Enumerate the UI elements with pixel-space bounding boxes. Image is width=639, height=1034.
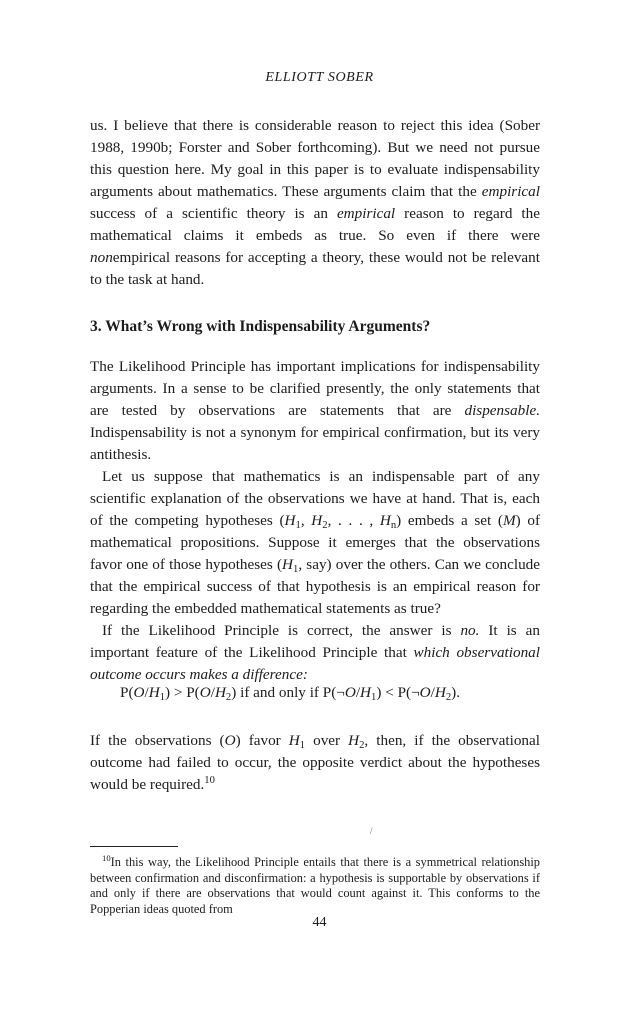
text-block-2 — [90, 356, 540, 686]
footnote-text: In this way, the Likelihood Principle entails that there is a symmetrical relationship between confirmation and disconfirmation: a hypothesis is supportable by observations if and only if there are observations that would count against it. This conforms to the Popperian ideas quoted from — [90, 855, 540, 916]
running-head: ELLIOTT SOBER — [265, 70, 374, 85]
paragraph-1: us. I believe that there is considerable reason to reject this idea (Sober 1988, 1990b; Forster and Sober forthcoming). But we need not pursue this question here. My goal in this paper is to evaluate indispensability arguments about mathematics. These arguments claim that the empirical success of a scientific theory is an empirical reason to regard the mathematical claims it embeds as true. So even if there were nonempirical reasons for accepting a theory, these would not be relevant to the task at hand. — [90, 117, 540, 288]
footnote-reference[interactable]: 10 — [204, 775, 215, 787]
page-number: 44 — [312, 915, 327, 930]
paragraph-4: If the Likelihood Principle is correct, the answer is no. It is an important feature of the Likelihood Principle that which observational outcome occurs makes a difference: — [90, 622, 540, 683]
footnote-10 — [90, 855, 540, 917]
stray-mark: / — [370, 826, 373, 836]
likelihood-formula: $P(O/H_1) > P(O/H_2)$ if and only if $P(\neg O/H_1)$ < $P(\neg O/H_2)$. — [120, 684, 460, 704]
footnote-divider — [90, 846, 178, 847]
paragraph-3: Let us suppose that mathematics is an indispensable part of any scientific explanation of the observations we have at hand. That is, each of the competing hypotheses ($H_1$, $H_2$, . . . , $H_n$) embeds a set (M) of mathematical propositions. Suppose it emerges that the observations favor one of those hypotheses ($H_1$, say) over the others. Can we conclude that the empirical success of that hypothesis is an empirical reason for regarding the embedded mathematical statements as true? — [90, 468, 541, 617]
section-heading: 3. What’s Wrong with Indispensability Arguments? — [90, 318, 431, 335]
text-block-1 — [90, 115, 540, 291]
paragraph-5: If the observations (O) favor $H_1$ over $H_2$, then, if the observational outcome had failed to occur, the opposite verdict about the hypotheses would be required.$^{10}$ — [90, 732, 540, 793]
paragraph-2: The Likelihood Principle has important implications for indispensability arguments. In a sense to be clarified presently, the only statements that are tested by observations are statements that are dispensable. Indispensability is not a synonym for empirical confirmation, but its very antithesis. — [90, 358, 540, 463]
footnote-number: 10 — [102, 853, 111, 864]
text-block-3 — [90, 730, 540, 796]
